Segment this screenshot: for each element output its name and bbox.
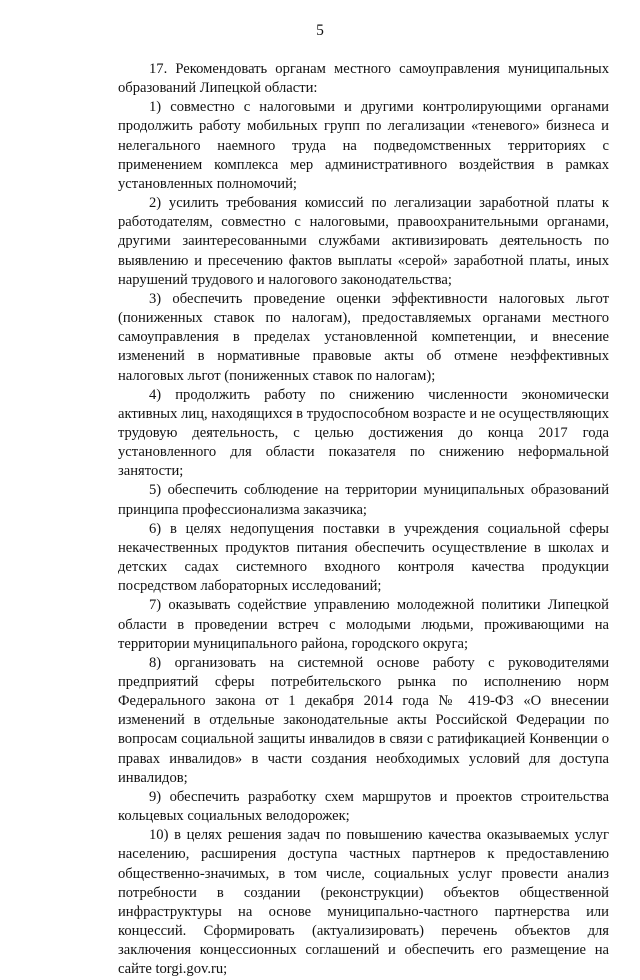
- paragraph-subitem-3: 3) обеспечить проведение оценки эффективности налоговых льгот (пониженных ставок по налогам), предоставляемых органами местного самоуправления в пределах установленной компетенции, и внесение изменений в нормативные правовые акты об отмене неэффективных налоговых льгот (пониженных ставок по налогам);: [118, 290, 609, 384]
- paragraph-subitem-9: 9) обеспечить разработку схем маршрутов и проектов строительства кольцевых социальных велодорожек;: [118, 788, 609, 825]
- paragraph-subitem-8: 8) организовать на системной основе работу с руководителями предприятий сферы потребительского рынка по исполнению норм Федерального закона от 1 декабря 2014 года № 419-ФЗ «О внесении изменений в отдельные законодательные акты Российской Федерации по вопросам социальной защиты инвалидов в связи с ратификацией Конвенции о правах инвалидов» в части создания необходимых условий для доступа инвалидов;: [118, 654, 609, 786]
- paragraph-subitem-10: 10) в целях решения задач по повышению качества оказываемых услуг населению, расширения доступа частных партнеров к предоставлению общественно-значимых, в том числе, социальных услуг провести анализ потребности в создании (реконструкции) объектов общественной инфраструктуры на основе муниципально-частного партнерства или концессий. Сформировать (актуализировать) перечень объектов для заключения концессионных соглашений и обеспечить его размещение на сайте torgi.gov.ru;: [118, 827, 609, 978]
- paragraph-subitem-1: 1) совместно с налоговыми и другими контролирующими органами продолжить работу мобильных групп по легализации «теневого» бизнеса и нелегального наемного труда на подведомственных территориях с применением комплекса мер административного воздействия в рамках установленных полномочий;: [118, 99, 609, 192]
- paragraph-subitem-6: 6) в целях недопущения поставки в учреждения социальной сферы некачественных продуктов питания обеспечить осуществление в школах и детских садах системного входного контроля качества продукции посредством лабораторных исследований;: [118, 520, 609, 595]
- paragraph-subitem-2: 2) усилить требования комиссий по легализации заработной платы к работодателям, совместно с налоговыми, правоохранительными органами, другими заинтересованными службами активизировать деятельность по выявлению и пресечению фактов выплаты «серой» заработной платы, иных нарушений трудового и налогового законодательства;: [118, 195, 609, 288]
- paragraph-subitem-5: 5) обеспечить соблюдение на территории муниципальных образований принципа профессионализма заказчика;: [118, 482, 609, 518]
- document-body: [118, 60, 609, 980]
- paragraph-item-17: 17. Рекомендовать органам местного самоуправления муниципальных образований Липецкой области:: [118, 61, 609, 97]
- page-number: 5: [316, 22, 324, 39]
- paragraph-subitem-7: 7) оказывать содействие управлению молодежной политики Липецкой области в проведении встреч с молодыми людьми, проживающими на территории муниципального района, городского округа;: [118, 597, 609, 652]
- paragraph-subitem-4: 4) продолжить работу по снижению численности экономически активных лиц, находящихся в трудоспособном возрасте и не осуществляющих трудовую деятельность, с целью достижения до конца 2017 года установленного для области показателя по снижению неформальной занятости;: [118, 386, 609, 480]
